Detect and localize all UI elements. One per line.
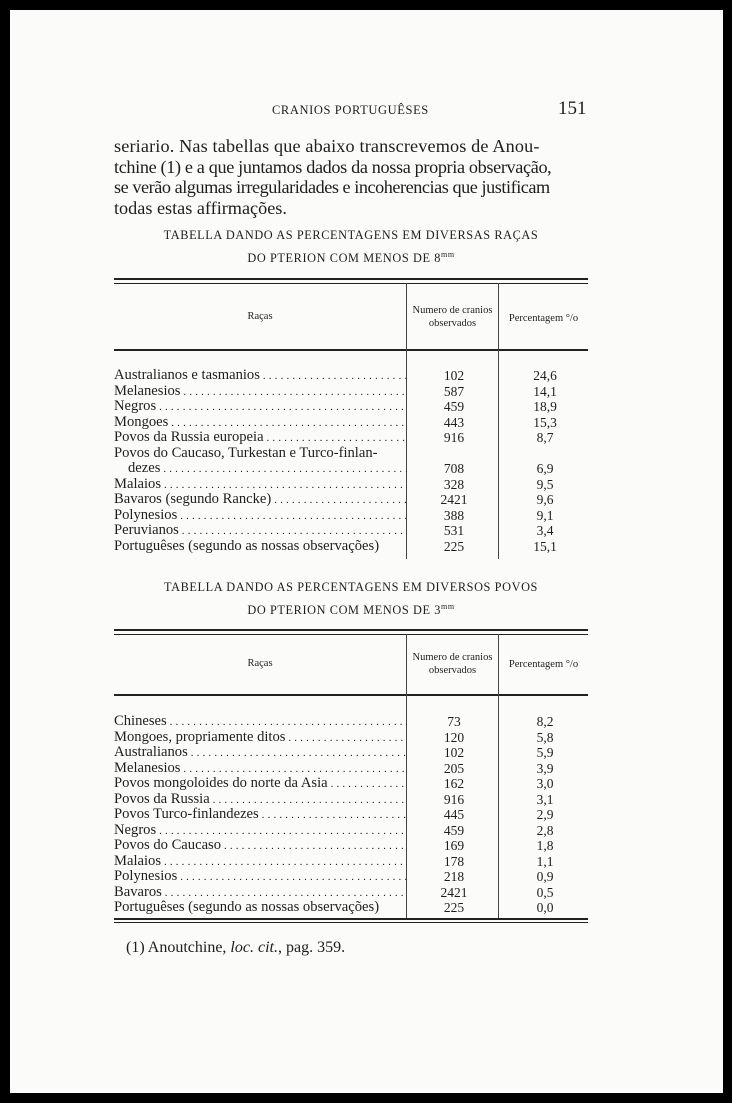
- table-row: [114, 776, 588, 792]
- row-percent: 8,2: [536, 714, 554, 729]
- row-percent: 0,9: [536, 869, 554, 884]
- row-percent: 9,5: [536, 476, 554, 492]
- row-name: Portuguêses (segundo as nossas observações): [114, 538, 380, 554]
- table1-top-rule-thin: [114, 283, 588, 284]
- row-name: Mongoes . . .: [114, 415, 407, 432]
- row-percent: 6,9: [536, 461, 554, 476]
- row-name: Mongoes, propriamente ditos . . .: [114, 730, 407, 747]
- table-row: [114, 900, 588, 916]
- footnote-page: , pag. 359.: [277, 939, 346, 956]
- row-count: 445: [443, 807, 465, 822]
- table-row: [114, 714, 588, 730]
- table2-caption-line2: DO PTERION COM MENOS DE $3^{mm}$: [247, 602, 455, 618]
- row-name: dezes . . .: [114, 461, 407, 478]
- body-paragraph: [114, 136, 588, 218]
- paragraph-line: tchine (1) e a que juntamos dados da nossa propria observação,: [114, 156, 552, 177]
- footnote-citation: loc. cit.: [230, 939, 278, 956]
- row-percent: 1,1: [536, 853, 554, 869]
- table2-caption-line1: TABELLA DANDO AS PERCENTAGENS EM DIVERSOS POVOS: [164, 580, 538, 594]
- table-row: [114, 461, 588, 477]
- row-percent: 9,1: [536, 507, 554, 523]
- row-percent: 24,6: [533, 368, 557, 383]
- row-percent: 3,1: [536, 791, 554, 807]
- table-row: [114, 430, 588, 446]
- table-row: [114, 838, 588, 854]
- row-percent: 14,1: [533, 383, 557, 399]
- row-count: 162: [443, 776, 465, 791]
- row-percent: 18,9: [533, 399, 557, 414]
- row-percent: 15,3: [533, 414, 557, 430]
- table1-caption: [114, 226, 588, 268]
- row-name: Melanesios . . .: [114, 384, 407, 401]
- paragraph-line: se verão algumas irregularidades e incoherencias que justificam: [114, 177, 550, 197]
- row-name: Bavaros . . .: [114, 885, 407, 902]
- row-name: Povos Turco-finlandezes . . .: [114, 807, 407, 824]
- row-name: Melanesios . . .: [114, 761, 407, 778]
- row-percent: 3,9: [536, 760, 554, 776]
- table2-header-race: Raças: [247, 658, 273, 669]
- row-percent: 2,9: [536, 807, 554, 822]
- row-count: 916: [443, 430, 465, 445]
- page-number: 151: [558, 98, 587, 119]
- table-row: [114, 492, 588, 508]
- table-row: [114, 523, 588, 539]
- row-name: Chineses . . .: [114, 714, 407, 731]
- row-name: Australianos . . .: [114, 745, 407, 762]
- row-count: 178: [443, 853, 465, 869]
- row-percent: 0,0: [536, 900, 554, 915]
- row-count: 328: [443, 476, 465, 492]
- row-percent: 0,5: [536, 884, 554, 900]
- row-count: 120: [443, 729, 465, 745]
- table-row: [114, 730, 588, 746]
- row-name: Povos mongoloides do norte da Asia . . .: [114, 776, 407, 793]
- row-count: 459: [443, 822, 465, 838]
- row-count: 73: [447, 714, 461, 729]
- row-name: Polynesios . . .: [114, 508, 407, 525]
- table-row: [114, 869, 588, 885]
- table-row: [114, 745, 588, 761]
- footnote: [126, 939, 345, 957]
- row-name: Povos da Russia europeia . . .: [114, 430, 407, 447]
- table-row: [114, 384, 588, 400]
- row-count: 205: [443, 760, 465, 776]
- table1-header-percent: Percentagem °/o: [508, 313, 579, 324]
- row-percent: 3,0: [536, 776, 554, 791]
- row-percent: 5,8: [536, 729, 554, 745]
- row-count: 708: [443, 461, 465, 476]
- row-name: Peruvianos . . .: [114, 523, 407, 540]
- row-count: 225: [443, 900, 465, 915]
- table1-header-race: Raças: [247, 311, 273, 322]
- table2-bottom-rule-thin: [114, 922, 588, 923]
- table2-top-rule: [114, 629, 588, 631]
- table1-header-rule: [114, 349, 588, 351]
- row-name: Malaios . . .: [114, 477, 407, 494]
- row-name: Australianos e tasmanios . . .: [114, 368, 407, 385]
- row-name: Malaios . . .: [114, 854, 407, 871]
- table2-caption: [114, 578, 588, 620]
- row-count: 2421: [440, 492, 468, 507]
- table-row: [114, 885, 588, 901]
- row-name: Portuguêses (segundo as nossas observações): [114, 900, 380, 915]
- table-row: [114, 792, 588, 808]
- row-percent: 8,7: [536, 430, 554, 445]
- row-percent: 2,8: [536, 822, 554, 838]
- table-row: [114, 854, 588, 870]
- row-name: Polynesios . . .: [114, 869, 407, 886]
- row-percent: 1,8: [536, 838, 554, 853]
- table-row: [114, 477, 588, 493]
- table-row: [114, 399, 588, 415]
- row-count: 459: [443, 399, 465, 414]
- paragraph-line: todas estas affirmações.: [114, 197, 287, 218]
- row-name: Negros . . .: [114, 399, 407, 416]
- row-name: Povos do Caucaso, Turkestan e Turco-finlan-: [114, 445, 378, 461]
- row-percent: 15,1: [533, 538, 557, 554]
- row-count: 102: [443, 368, 465, 383]
- row-count: 102: [443, 745, 465, 760]
- row-count: 587: [443, 383, 465, 399]
- row-count: 388: [443, 507, 465, 523]
- row-count: 531: [443, 523, 465, 538]
- table2-bottom-rule: [114, 918, 588, 920]
- row-percent: 5,9: [536, 745, 554, 760]
- table1-caption-line2: DO PTERION COM MENOS DE $8^{mm}$: [247, 250, 455, 266]
- table-row: [114, 807, 588, 823]
- book-page: [10, 10, 723, 1093]
- table-row: [114, 539, 588, 555]
- footnote-marker: (1) Anoutchine,: [126, 939, 227, 956]
- row-count: 225: [443, 538, 465, 554]
- table2-header-percent: Percentagem °/o: [508, 659, 579, 670]
- table-row: [114, 368, 588, 384]
- table2-header-rule: [114, 694, 588, 696]
- row-count: 169: [443, 838, 465, 853]
- table-row: [114, 415, 588, 431]
- row-count: 218: [443, 869, 465, 884]
- row-name: Povos do Caucaso . . .: [114, 838, 407, 855]
- row-count: 443: [443, 414, 465, 430]
- running-title: CRANIOS PORTUGUÊSES: [272, 103, 429, 117]
- table2-top-rule-thin: [114, 634, 588, 635]
- paragraph-line: seriario. Nas tabellas que abaixo transcrevemos de Anou-: [114, 136, 540, 156]
- table2-header-count: Numero de cranios observados: [412, 652, 493, 676]
- table-row: [114, 761, 588, 777]
- table-row: [114, 446, 588, 462]
- row-count: 916: [443, 791, 465, 807]
- row-name: Negros . . .: [114, 823, 407, 840]
- table-row: [114, 508, 588, 524]
- table1-caption-line1: TABELLA DANDO AS PERCENTAGENS EM DIVERSAS RAÇAS: [163, 228, 539, 242]
- row-count: 2421: [440, 884, 468, 900]
- row-percent: 3,4: [536, 523, 554, 538]
- table-row: [114, 823, 588, 839]
- row-percent: 9,6: [536, 492, 554, 507]
- row-name: Povos da Russia . . .: [114, 792, 407, 809]
- row-name: Bavaros (segundo Rancke) . . .: [114, 492, 407, 509]
- table1-top-rule: [114, 278, 588, 280]
- table1-header-count: Numero de cranios observados: [412, 305, 493, 329]
